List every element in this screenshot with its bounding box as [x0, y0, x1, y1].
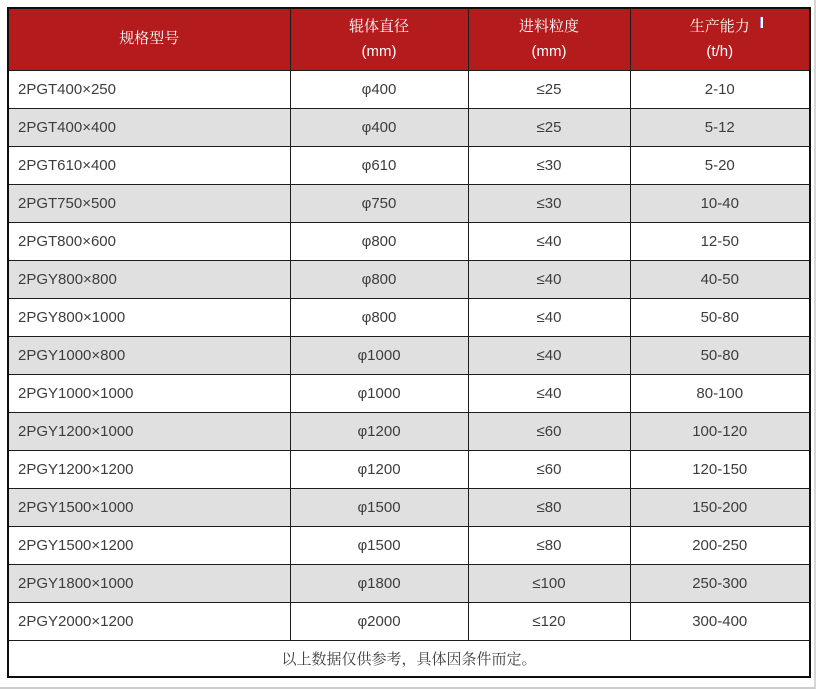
table-row [8, 184, 810, 222]
cell-feed-size: ≤25 [468, 108, 630, 146]
cell-capacity: 5-20 [630, 146, 810, 184]
table-row [8, 602, 810, 640]
header-title: 进料粒度 [518, 17, 579, 35]
cell-feed-size: ≤60 [468, 412, 630, 450]
cell-capacity: 40-50 [630, 260, 810, 298]
cell-model: 2PGY2000×1200 [8, 602, 290, 640]
table-row [8, 336, 810, 374]
cell-model: 2PGT400×250 [8, 70, 290, 108]
cell-model: 2PGY1000×800 [8, 336, 290, 374]
cell-roller-diameter: φ1200 [290, 450, 468, 488]
cell-capacity: 10-40 [630, 184, 810, 222]
header-unit: (mm) [361, 42, 397, 60]
cell-roller-diameter: φ2000 [290, 602, 468, 640]
cell-roller-diameter: φ800 [290, 298, 468, 336]
cell-capacity: 2-10 [630, 70, 810, 108]
cell-roller-diameter: φ1000 [290, 336, 468, 374]
table-row [8, 298, 810, 336]
cell-capacity: 100-120 [630, 412, 810, 450]
cell-capacity: 200-250 [630, 526, 810, 564]
header-unit: (t/h) [706, 42, 734, 60]
cell-feed-size: ≤40 [468, 336, 630, 374]
cell-feed-size: ≤80 [468, 488, 630, 526]
cell-feed-size: ≤100 [468, 564, 630, 602]
footer-note: 以上数据仅供参考，具体因条件而定。 [8, 640, 810, 677]
header-cell-model [8, 8, 290, 70]
table-row [8, 108, 810, 146]
cell-capacity: 12-50 [630, 222, 810, 260]
cell-roller-diameter: φ1800 [290, 564, 468, 602]
cell-capacity: 150-200 [630, 488, 810, 526]
cell-feed-size: ≤60 [468, 450, 630, 488]
cell-feed-size: ≤30 [468, 146, 630, 184]
header-title: 规格型号 [119, 30, 180, 48]
cell-roller-diameter: φ1000 [290, 374, 468, 412]
cell-capacity: 250-300 [630, 564, 810, 602]
cell-feed-size: ≤80 [468, 526, 630, 564]
table-row [8, 260, 810, 298]
cell-capacity: 50-80 [630, 336, 810, 374]
header-cell-capacity [630, 8, 810, 70]
cell-feed-size: ≤40 [468, 222, 630, 260]
table-body [8, 70, 810, 640]
cell-roller-diameter: φ1500 [290, 488, 468, 526]
header-title: 生产能力 [689, 17, 750, 35]
cell-feed-size: ≤30 [468, 184, 630, 222]
table-row [8, 222, 810, 260]
table-row [8, 146, 810, 184]
cell-capacity: 80-100 [630, 374, 810, 412]
cell-roller-diameter: φ1500 [290, 526, 468, 564]
cell-feed-size: ≤40 [468, 260, 630, 298]
cell-roller-diameter: φ800 [290, 222, 468, 260]
cell-roller-diameter: φ750 [290, 184, 468, 222]
cell-model: 2PGT800×600 [8, 222, 290, 260]
cell-feed-size: ≤25 [468, 70, 630, 108]
cell-roller-diameter: φ400 [290, 108, 468, 146]
cell-model: 2PGY1000×1000 [8, 374, 290, 412]
cell-capacity: 5-12 [630, 108, 810, 146]
cell-model: 2PGT610×400 [8, 146, 290, 184]
header-row [8, 8, 810, 70]
cell-model: 2PGY800×1000 [8, 298, 290, 336]
cell-roller-diameter: φ610 [290, 146, 468, 184]
cell-feed-size: ≤40 [468, 298, 630, 336]
header-cell-roller-diameter [290, 8, 468, 70]
table-row [8, 526, 810, 564]
table-row [8, 450, 810, 488]
footer-row [8, 640, 810, 677]
cell-model: 2PGY1500×1200 [8, 526, 290, 564]
table-row [8, 564, 810, 602]
table-row [8, 70, 810, 108]
header-cell-feed-size [468, 8, 630, 70]
table-row [8, 412, 810, 450]
cell-feed-size: ≤120 [468, 602, 630, 640]
cell-model: 2PGY1200×1200 [8, 450, 290, 488]
table-row [8, 374, 810, 412]
cell-model: 2PGY1800×1000 [8, 564, 290, 602]
cell-capacity: 120-150 [630, 450, 810, 488]
cell-roller-diameter: φ1200 [290, 412, 468, 450]
table-row [8, 488, 810, 526]
spec-table [7, 7, 811, 678]
cell-model: 2PGY1200×1000 [8, 412, 290, 450]
cell-roller-diameter: φ400 [290, 70, 468, 108]
header-unit: (mm) [531, 42, 567, 60]
text-caret-artifact [760, 17, 763, 28]
cell-model: 2PGT400×400 [8, 108, 290, 146]
cell-capacity: 300-400 [630, 602, 810, 640]
cell-feed-size: ≤40 [468, 374, 630, 412]
cell-model: 2PGY800×800 [8, 260, 290, 298]
header-title: 辊体直径 [348, 17, 409, 35]
cell-model: 2PGY1500×1000 [8, 488, 290, 526]
cell-model: 2PGT750×500 [8, 184, 290, 222]
cell-roller-diameter: φ800 [290, 260, 468, 298]
cell-capacity: 50-80 [630, 298, 810, 336]
